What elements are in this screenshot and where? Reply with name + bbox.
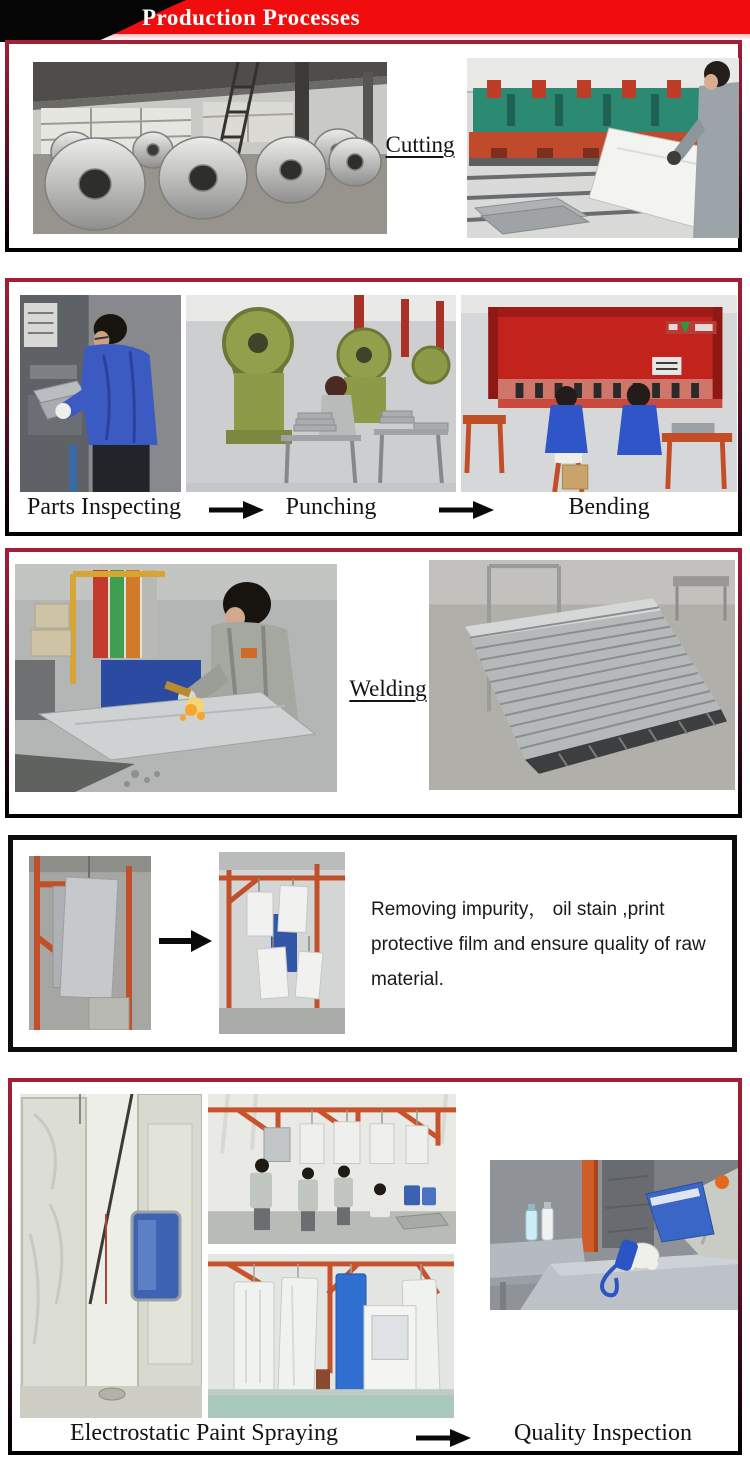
photo-welded-panel-stack [429,560,735,790]
photo-punching-presses [186,295,456,492]
photo-sheet-cutting-machine [467,58,739,238]
photo-spray-booth [20,1094,202,1418]
panel-cutting [5,40,742,252]
photo-paint-line-workers [208,1094,456,1244]
arrow-icon [207,500,265,525]
panel-inspect-punch-bend [5,278,742,536]
panel-pretreatment [8,835,737,1052]
photo-hanging-panels [219,852,345,1034]
photo-pretreatment-line [29,856,151,1030]
welding-label: Welding [349,676,427,701]
page-title: Production Processes [142,5,361,30]
photo-bending-machine [461,295,737,492]
step-label-punching: Punching [285,494,377,520]
step-label-quality-inspection: Quality Inspection [514,1420,692,1446]
photo-welding-worker [15,564,337,792]
photo-steel-coils-warehouse [33,62,387,234]
photo-quality-inspection-check [490,1160,738,1310]
pretreatment-description: Removing impurity， oil stain ,print protective film and ensure quality of raw material. [371,899,706,990]
photo-parts-inspecting-worker [20,295,181,492]
cutting-label: Cutting [385,132,455,157]
step-label-parts-inspecting: Parts Inspecting [27,494,181,520]
photo-painted-cabinet-doors [208,1254,454,1418]
panel-welding [5,548,742,818]
arrow-icon [437,500,495,525]
arrow-icon [157,928,213,959]
panel-painting-inspection [8,1078,742,1455]
step-label-electrostatic-paint-spraying: Electrostatic Paint Spraying [70,1420,338,1446]
arrow-icon [414,1428,472,1453]
step-label-bending: Bending [568,494,650,520]
